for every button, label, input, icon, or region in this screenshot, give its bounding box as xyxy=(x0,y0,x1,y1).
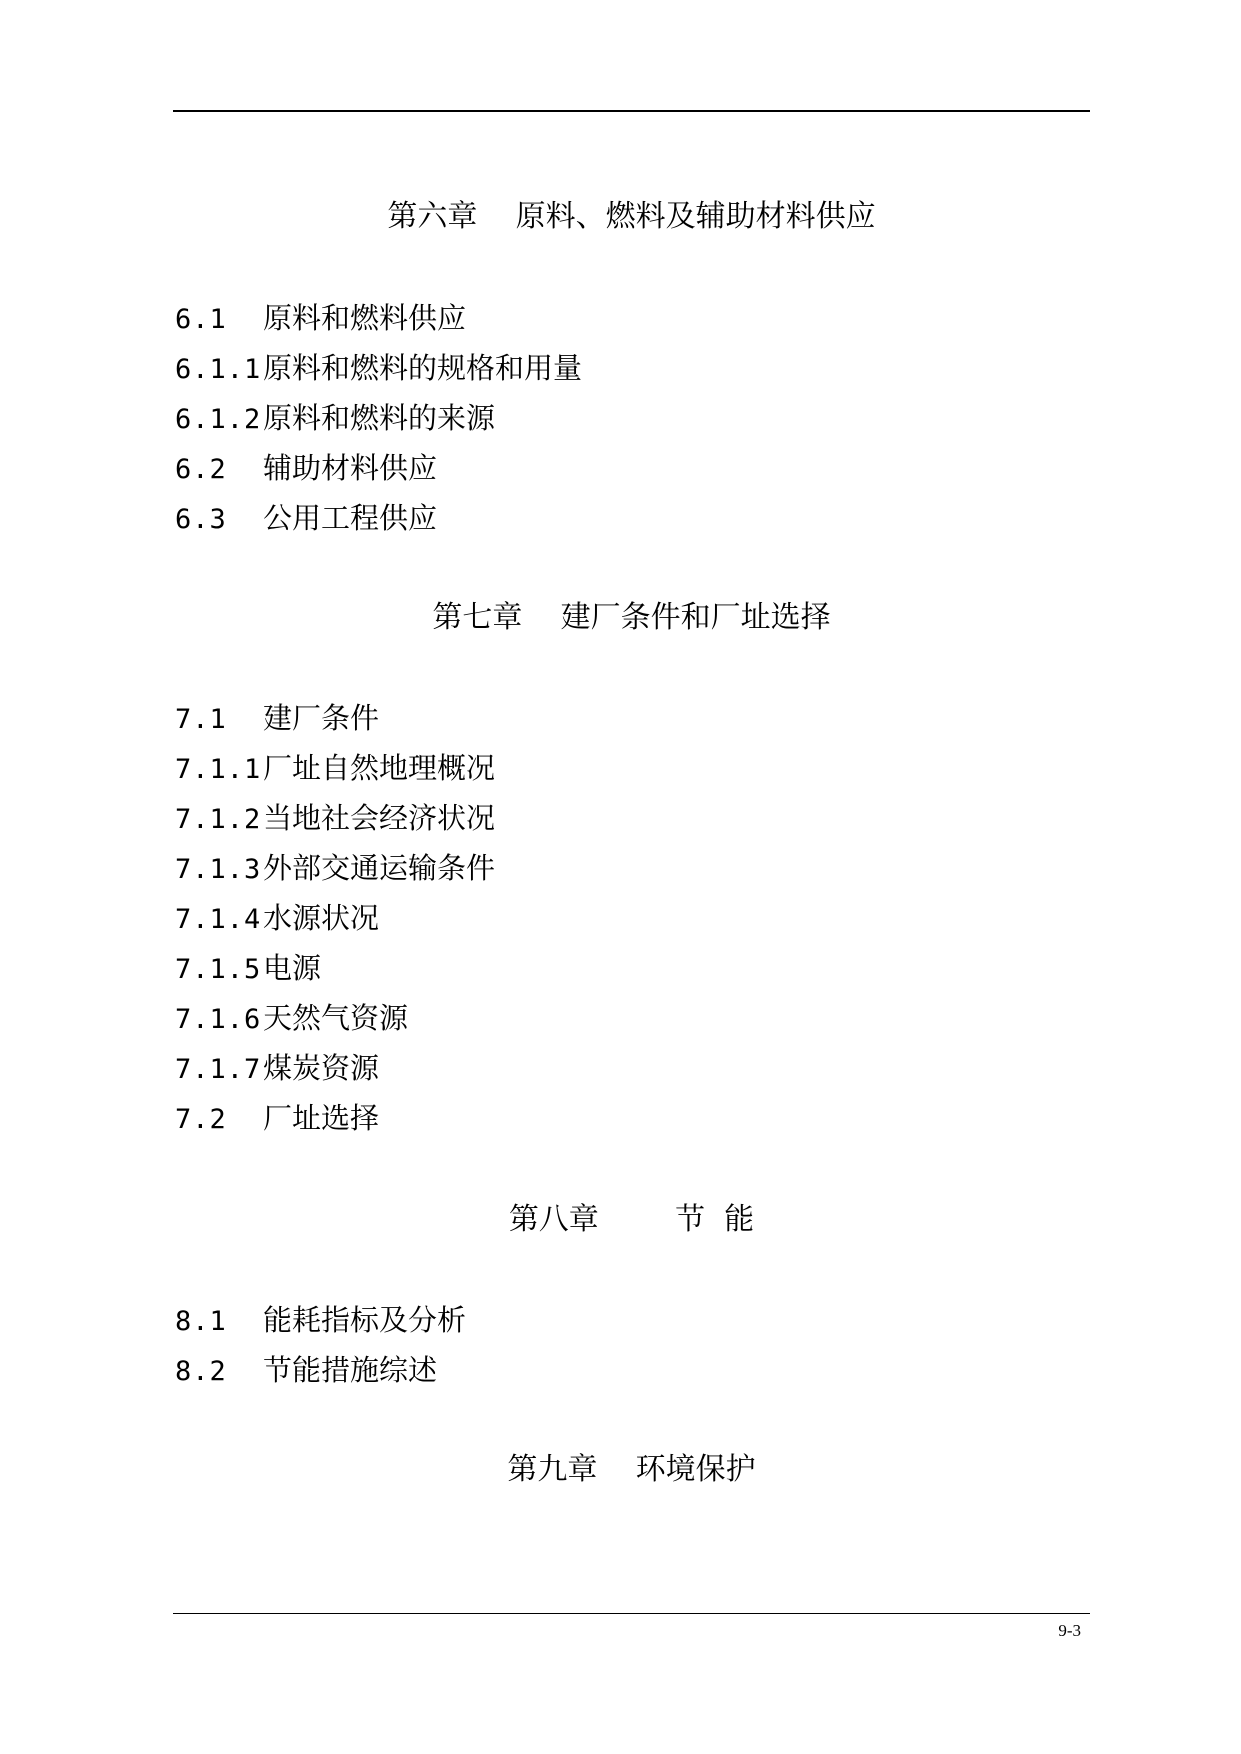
toc-title: 厂址自然地理概况 xyxy=(263,751,496,785)
toc-number: 6.3 xyxy=(175,504,227,535)
toc-title: 厂址选择 xyxy=(263,1101,380,1135)
toc-number: 7.1.3 xyxy=(175,854,262,885)
header-rule xyxy=(173,110,1090,112)
toc-number: 7.1.7 xyxy=(175,1054,262,1085)
toc-title: 煤炭资源 xyxy=(263,1051,380,1085)
toc-item-7-1-3 xyxy=(175,848,495,890)
toc-title: 当地社会经济状况 xyxy=(263,801,496,835)
toc-item-7-2 xyxy=(175,1098,379,1140)
toc-title: 建厂条件 xyxy=(263,701,380,735)
toc-title: 公用工程供应 xyxy=(263,501,438,535)
toc-number: 7.1 xyxy=(175,704,227,735)
toc-item-6-3 xyxy=(175,498,437,540)
toc-title: 电源 xyxy=(263,951,322,985)
toc-number: 7.1.5 xyxy=(175,954,262,985)
toc-item-7-1-4 xyxy=(175,898,379,940)
toc-item-8-1 xyxy=(175,1300,466,1342)
toc-title: 辅助材料供应 xyxy=(263,451,438,485)
chapter-6-heading: 第六章 原料、燃料及辅助材料供应 xyxy=(387,199,876,234)
toc-item-6-1-1 xyxy=(175,348,582,390)
toc-item-7-1-2 xyxy=(175,798,495,840)
toc-number: 6.1 xyxy=(175,304,227,335)
toc-item-7-1 xyxy=(175,698,379,740)
toc-item-7-1-5 xyxy=(175,948,321,990)
toc-item-7-1-6 xyxy=(175,998,408,1040)
toc-number: 7.2 xyxy=(175,1104,227,1135)
toc-title: 外部交通运输条件 xyxy=(263,851,496,885)
toc-number: 7.1.6 xyxy=(175,1004,262,1035)
toc-title: 节能措施综述 xyxy=(263,1353,438,1387)
toc-number: 6.1.1 xyxy=(175,354,262,385)
toc-number: 7.1.1 xyxy=(175,754,262,785)
toc-number: 8.1 xyxy=(175,1306,227,1337)
toc-item-6-1-2 xyxy=(175,398,495,440)
toc-title: 原料和燃料供应 xyxy=(263,301,467,335)
footer-rule xyxy=(173,1613,1090,1614)
toc-title: 原料和燃料的规格和用量 xyxy=(263,351,583,385)
page-number: 9-3 xyxy=(1058,1621,1081,1640)
toc-item-6-1 xyxy=(175,298,466,340)
toc-number: 6.1.2 xyxy=(175,404,262,435)
toc-item-7-1-1 xyxy=(175,748,495,790)
chapter-7-heading: 第七章 建厂条件和厂址选择 xyxy=(432,600,831,635)
toc-title: 水源状况 xyxy=(263,901,380,935)
toc-number: 7.1.4 xyxy=(175,904,262,935)
toc-title: 能耗指标及分析 xyxy=(263,1303,467,1337)
toc-number: 8.2 xyxy=(175,1356,227,1387)
toc-title: 天然气资源 xyxy=(263,1001,409,1035)
chapter-9-heading: 第九章 环境保护 xyxy=(507,1452,756,1487)
chapter-8-heading: 第八章 节 能 xyxy=(508,1202,755,1237)
toc-number: 6.2 xyxy=(175,454,227,485)
toc-title: 原料和燃料的来源 xyxy=(263,401,496,435)
toc-item-8-2 xyxy=(175,1350,437,1392)
toc-item-6-2 xyxy=(175,448,437,490)
toc-number: 7.1.2 xyxy=(175,804,262,835)
toc-item-7-1-7 xyxy=(175,1048,379,1090)
